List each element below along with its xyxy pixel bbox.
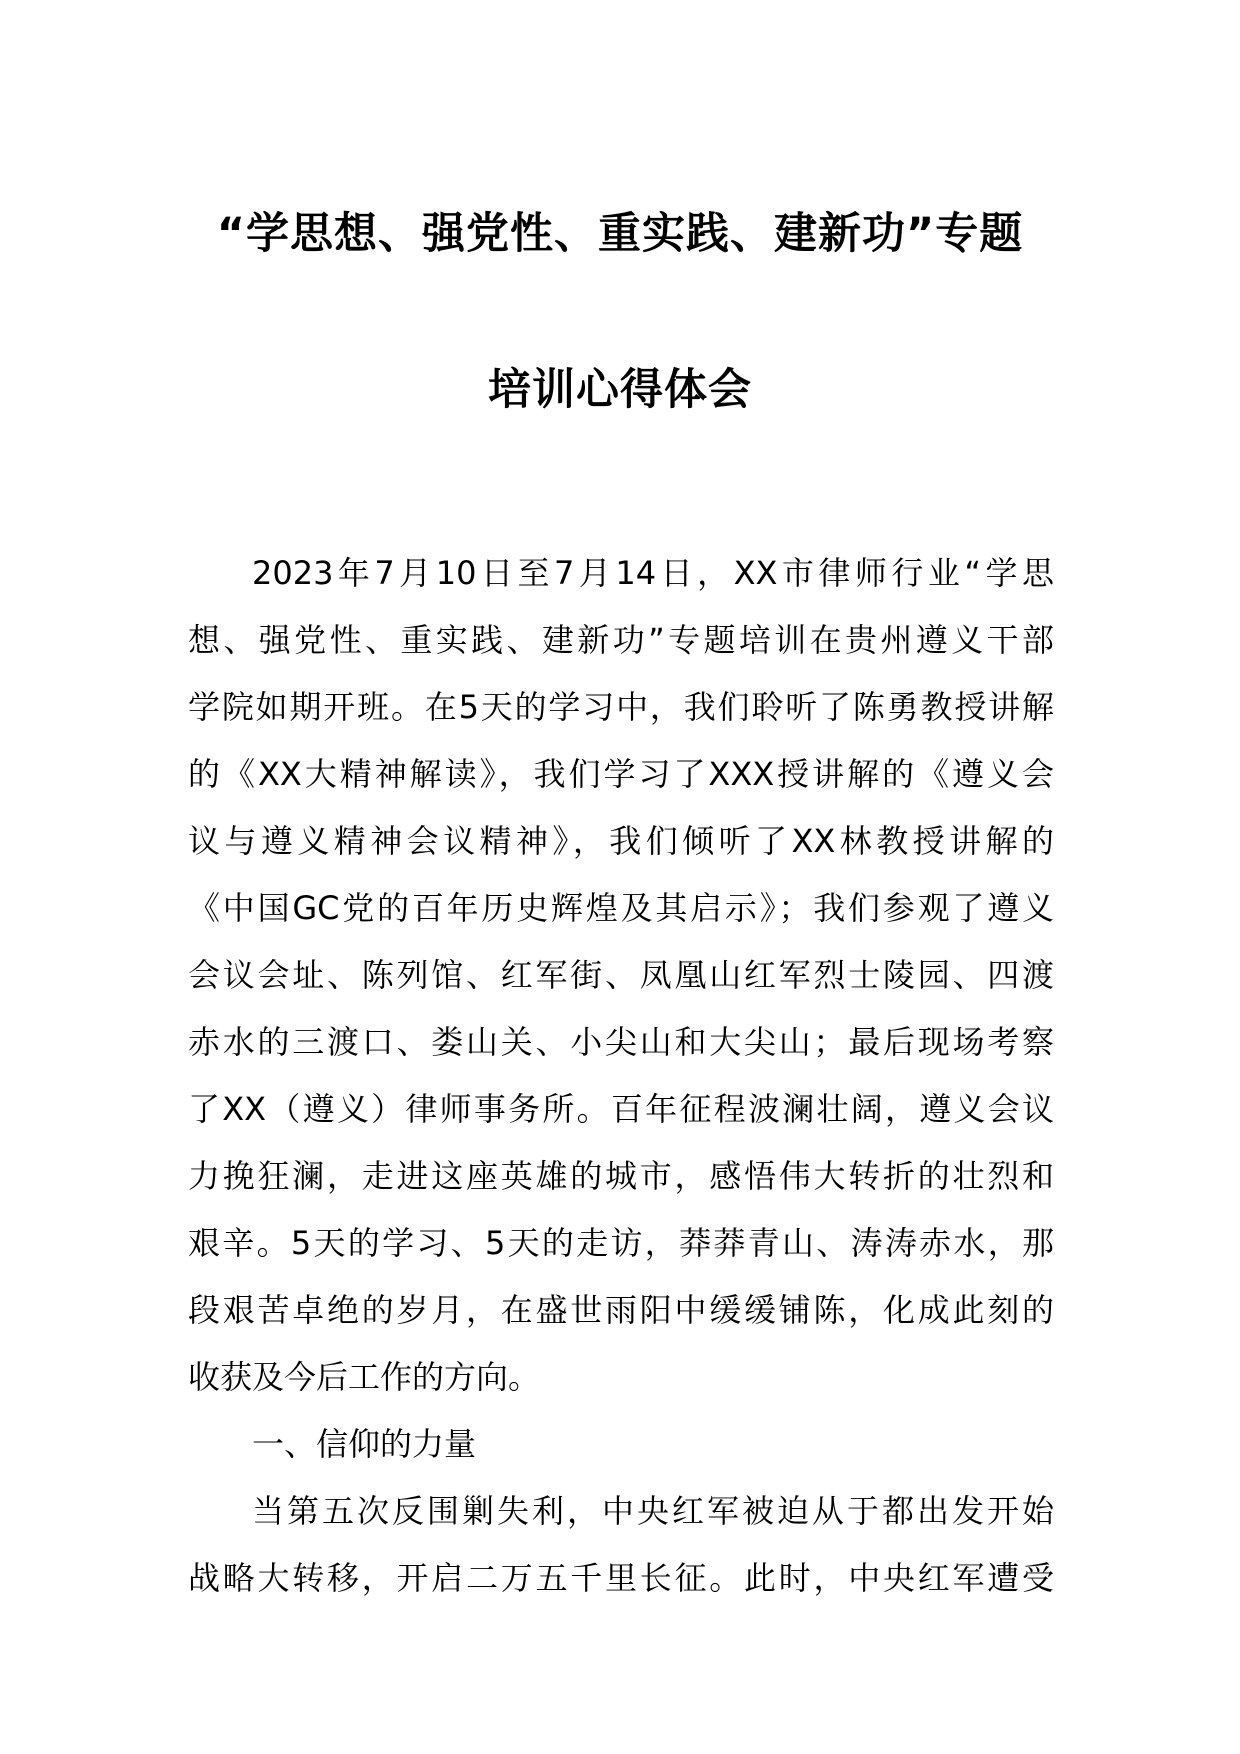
paragraph-section-1 [188,1478,1054,1612]
paragraph-line: 艰辛。5天的学习、5天的走访，莽莽青山、涛涛赤水，那 [188,1224,1054,1262]
paragraph-line: 了XX（遵义）律师事务所。百年征程波澜壮阔，遵义会议 [188,1090,1054,1128]
document-title-line-1: “学思想、强党性、重实践、建新功”专题 [216,209,1024,259]
paragraph-line: 议与遵义精神会议精神》，我们倾听了XX林教授讲解的 [188,822,1054,860]
document-title-line-2: 培训心得体会 [488,365,752,415]
paragraph-line: 收获及今后工作的方向。 [188,1358,541,1396]
paragraph-line: 段艰苦卓绝的岁月，在盛世雨阳中缓缓铺陈，化成此刻的 [188,1291,1054,1329]
paragraph-line: 会议会址、陈列馆、红军街、凤凰山红军烈士陵园、四渡 [188,956,1054,994]
paragraph-line: 《中国GC党的百年历史辉煌及其启示》；我们参观了遵义 [188,889,1054,927]
paragraph-line: 学院如期开班。在5天的学习中，我们聆听了陈勇教授讲解 [188,688,1054,726]
document-body [188,540,1054,1612]
paragraph-line: 赤水的三渡口、娄山关、小尖山和大尖山；最后现场考察 [188,1023,1054,1061]
paragraph-line: 力挽狂澜，走进这座英雄的城市，感悟伟大转折的壮烈和 [188,1157,1054,1195]
paragraph-line: 的《XX大精神解读》，我们学习了XXX授讲解的《遵义会 [188,755,1054,793]
paragraph-line: 想、强党性、重实践、建新功”专题培训在贵州遵义干部 [188,621,1054,659]
paragraph-line: 战略大转移，开启二万五千里长征。此时，中央红军遭受 [188,1559,1054,1597]
section-heading: 一、信仰的力量 [252,1425,477,1463]
paragraph-intro [188,540,1054,1411]
paragraph-line: 2023年7月10日至7月14日，XX市律师行业“学思 [252,554,1054,592]
paragraph-line: 当第五次反围剿失利，中央红军被迫从于都出发开始 [252,1492,1054,1530]
